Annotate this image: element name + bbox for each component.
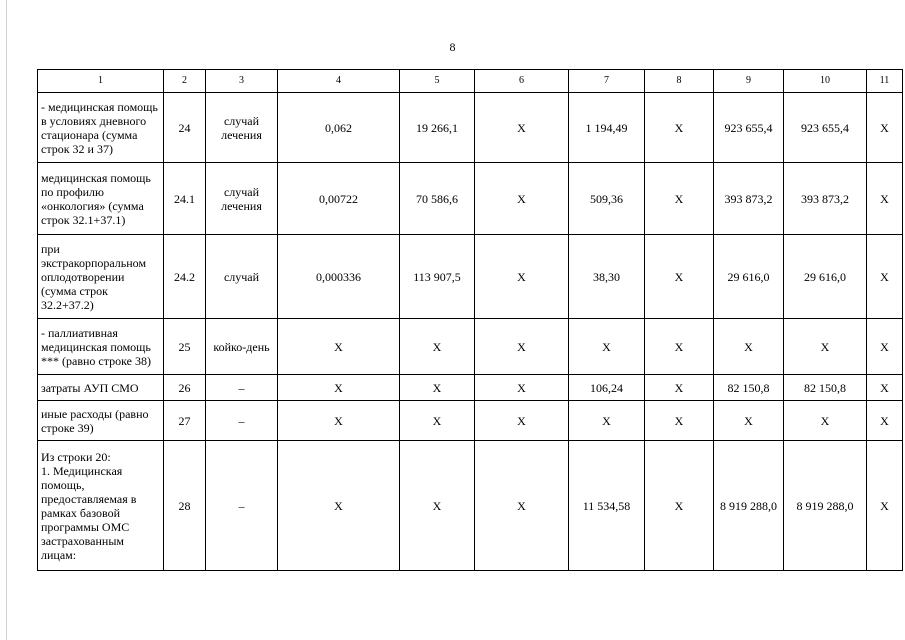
table-cell: 106,24 [569,375,645,401]
row-label-cell: иные расходы (равно строке 39) [38,401,164,441]
table-cell: X [645,441,714,571]
table-cell: 29 616,0 [714,235,784,319]
column-number-cell: 5 [400,70,475,93]
row-number-cell: 27 [164,401,206,441]
table-cell: X [569,319,645,375]
column-number-cell: 7 [569,70,645,93]
table-row [38,235,903,319]
column-number-cell: 11 [867,70,903,93]
table-row [38,441,903,571]
table-cell: X [278,375,400,401]
column-number-cell: 6 [475,70,569,93]
unit-cell: – [206,375,278,401]
unit-cell: случай лечения [206,93,278,163]
unit-cell: случай лечения [206,163,278,235]
table-cell: X [278,401,400,441]
row-label-cell: при экстракорпоральном оплодотворении (сумма строк 32.2+37.2) [38,235,164,319]
table-cell: X [867,441,903,571]
table-cell: 509,36 [569,163,645,235]
table-cell: X [784,401,867,441]
row-number-cell: 25 [164,319,206,375]
table-cell: 0,062 [278,93,400,163]
table-cell: X [645,235,714,319]
table-row [38,319,903,375]
unit-cell: случай [206,235,278,319]
unit-cell: – [206,401,278,441]
table-cell: X [475,441,569,571]
table-cell: X [867,375,903,401]
column-number-cell: 1 [38,70,164,93]
table-cell: X [475,319,569,375]
table-cell: X [400,375,475,401]
page-number: 8 [449,40,456,54]
table-cell: 393 873,2 [784,163,867,235]
table-cell: 393 873,2 [714,163,784,235]
table-cell: 8 919 288,0 [714,441,784,571]
table-cell: 11 534,58 [569,441,645,571]
table-header-row [38,70,903,93]
table-cell: X [278,441,400,571]
table-row [38,401,903,441]
table-cell: 0,000336 [278,235,400,319]
unit-cell: койко-день [206,319,278,375]
row-number-cell: 28 [164,441,206,571]
table-cell: X [867,235,903,319]
table-cell: 70 586,6 [400,163,475,235]
table-cell: X [645,163,714,235]
table-cell: X [645,401,714,441]
table-cell: 38,30 [569,235,645,319]
table-cell: X [400,441,475,571]
row-number-cell: 24.1 [164,163,206,235]
row-number-cell: 24 [164,93,206,163]
table-cell: X [645,319,714,375]
table-cell: X [569,401,645,441]
row-label-cell: - паллиативная медицинская помощь *** (равно строке 38) [38,319,164,375]
table-row [38,375,903,401]
column-number-cell: 3 [206,70,278,93]
table-cell: X [714,401,784,441]
table-cell: 923 655,4 [784,93,867,163]
table-cell: 1 194,49 [569,93,645,163]
row-number-cell: 24.2 [164,235,206,319]
column-number-cell: 4 [278,70,400,93]
row-label-cell: - медицинская помощь в условиях дневного стационара (сумма строк 32 и 37) [38,93,164,163]
table-cell: X [867,163,903,235]
table-cell: X [475,235,569,319]
row-number-cell: 26 [164,375,206,401]
table-cell: X [400,319,475,375]
page-left-edge-line [6,0,7,640]
table-cell: 82 150,8 [784,375,867,401]
data-table [37,69,903,571]
table-cell: X [475,163,569,235]
unit-cell: – [206,441,278,571]
row-label-cell: затраты АУП СМО [38,375,164,401]
table-cell: X [784,319,867,375]
table-cell: 923 655,4 [714,93,784,163]
table-cell: X [714,319,784,375]
column-number-cell: 2 [164,70,206,93]
table-cell: X [867,401,903,441]
row-label-cell: медицинская помощь по профилю «онкология» (сумма строк 32.1+37.1) [38,163,164,235]
table-cell: 8 919 288,0 [784,441,867,571]
table-cell: X [645,375,714,401]
table-cell: X [278,319,400,375]
table-cell: X [475,401,569,441]
table-cell: X [867,93,903,163]
table-cell: 0,00722 [278,163,400,235]
table-cell: 82 150,8 [714,375,784,401]
table-row [38,163,903,235]
table-cell: 29 616,0 [784,235,867,319]
table-cell: X [475,93,569,163]
table-cell: 113 907,5 [400,235,475,319]
row-label-cell: Из строки 20: 1. Медицинская помощь, предоставляемая в рамках базовой программы ОМС застрахованным лицам: [38,441,164,571]
table-cell: X [475,375,569,401]
column-number-cell: 10 [784,70,867,93]
table-cell: 19 266,1 [400,93,475,163]
table-row [38,93,903,163]
column-number-cell: 9 [714,70,784,93]
table-cell: X [867,319,903,375]
table-cell: X [645,93,714,163]
column-number-cell: 8 [645,70,714,93]
table-cell: X [400,401,475,441]
